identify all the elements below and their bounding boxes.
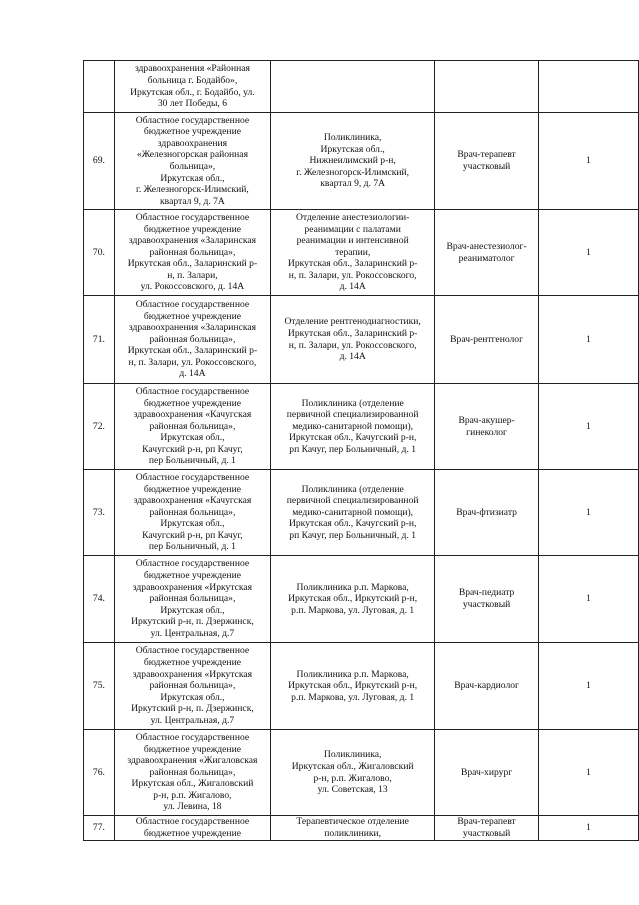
position-cell: Врач-педиатр участковый xyxy=(435,556,539,643)
institution-cell: Областное государственное бюджетное учреждение здравоохранения «Железногорская районная больница», Иркутская обл., г. Железногорск-Илимский, квартал 9, д. 7А xyxy=(114,113,270,210)
position-cell: Врач-рентгенолог xyxy=(435,296,539,384)
unit-cell: Поликлиника (отделение первичной специализированной медико-санитарной помощи), Иркутская обл., Качугский р-н, рп Качуг, пер Больничный, д. 1 xyxy=(271,470,435,556)
institution-cell: Областное государственное бюджетное учреждение здравоохранения «Жигаловская районная больница», Иркутская обл., Жигаловский р-н, р.п. Жигалово, ул. Левина, 18 xyxy=(114,730,270,816)
position-cell: Врач-хирург xyxy=(435,730,539,816)
row-number: 73. xyxy=(84,470,115,556)
institution-cell: Областное государственное бюджетное учреждение здравоохранения «Иркутская районная больница», Иркутская обл., Иркутский р-н, п. Дзержинск, ул. Центральная, д.7 xyxy=(114,643,270,730)
table-row xyxy=(84,210,639,296)
row-number xyxy=(84,61,115,113)
institution-cell: Областное государственное бюджетное учреждение здравоохранения «Качугская районная больница», Иркутская обл., Качугский р-н, рп Качуг, пер Больничный, д. 1 xyxy=(114,384,270,470)
count-cell: 1 xyxy=(538,384,638,470)
position-cell: Врач-акушер- гинеколог xyxy=(435,384,539,470)
unit-cell: Поликлиника (отделение первичной специализированной медико-санитарной помощи), Иркутская обл., Качугский р-н, рп Качуг, пер Больничный, д. 1 xyxy=(271,384,435,470)
table-row xyxy=(84,730,639,816)
unit-cell: Поликлиника, Иркутская обл., Нижнеилимский р-н, г. Железногорск-Илимский, квартал 9, д. 7А xyxy=(271,113,435,210)
position-cell xyxy=(435,61,539,113)
institution-cell: Областное государственное бюджетное учреждение здравоохранения «Заларинская районная больница», Иркутская обл., Заларинский р- н, п. Залари, ул. Рокоссовского, д. 14А xyxy=(114,210,270,296)
unit-cell: Отделение рентгенодиагностики, Иркутская обл., Заларинский р- н, п. Залари, ул. Рокоссовского, д. 14А xyxy=(271,296,435,384)
row-number: 76. xyxy=(84,730,115,816)
count-cell: 1 xyxy=(538,556,638,643)
row-number: 71. xyxy=(84,296,115,384)
count-cell: 1 xyxy=(538,730,638,816)
count-cell xyxy=(538,61,638,113)
unit-cell: Отделение анестезиологии- реанимации с палатами реанимации и интенсивной терапии, Иркутская обл., Заларинский р- н, п. Залари, ул. Рокоссовского, д. 14А xyxy=(271,210,435,296)
count-cell: 1 xyxy=(538,113,638,210)
table-row xyxy=(84,384,639,470)
row-number: 72. xyxy=(84,384,115,470)
count-cell: 1 xyxy=(538,210,638,296)
unit-cell: Терапевтическое отделение поликлиники, xyxy=(271,816,435,841)
institution-cell: Областное государственное бюджетное учреждение здравоохранения «Иркутская районная больница», Иркутская обл., Иркутский р-н, п. Дзержинск, ул. Центральная, д.7 xyxy=(114,556,270,643)
vacancy-table xyxy=(83,60,639,841)
unit-cell: Поликлиника р.п. Маркова, Иркутская обл., Иркутский р-н, р.п. Маркова, ул. Луговая, д. 1 xyxy=(271,643,435,730)
count-cell: 1 xyxy=(538,816,638,841)
table-row xyxy=(84,296,639,384)
table-row-continuation xyxy=(84,61,639,113)
row-number: 74. xyxy=(84,556,115,643)
row-number: 69. xyxy=(84,113,115,210)
institution-cell: Областное государственное бюджетное учреждение здравоохранения «Качугская районная больница», Иркутская обл., Качугский р-н, рп Качуг, пер Больничный, д. 1 xyxy=(114,470,270,556)
table-row xyxy=(84,556,639,643)
count-cell: 1 xyxy=(538,643,638,730)
unit-cell: Поликлиника, Иркутская обл., Жигаловский р-н, р.п. Жигалово, ул. Советская, 13 xyxy=(271,730,435,816)
count-cell: 1 xyxy=(538,470,638,556)
institution-cell: Областное государственное бюджетное учреждение xyxy=(114,816,270,841)
institution-cell: Областное государственное бюджетное учреждение здравоохранения «Заларинская районная больница», Иркутская обл., Заларинский р- н, п. Залари, ул. Рокоссовского, д. 14А xyxy=(114,296,270,384)
position-cell: Врач-терапевт участковый xyxy=(435,113,539,210)
count-cell: 1 xyxy=(538,296,638,384)
row-number: 70. xyxy=(84,210,115,296)
position-cell: Врач-анестезиолог- реаниматолог xyxy=(435,210,539,296)
row-number: 75. xyxy=(84,643,115,730)
row-number: 77. xyxy=(84,816,115,841)
position-cell: Врач-кардиолог xyxy=(435,643,539,730)
position-cell: Врач-терапевт участковый xyxy=(435,816,539,841)
table-row xyxy=(84,816,639,841)
position-cell: Врач-фтизиатр xyxy=(435,470,539,556)
table-row xyxy=(84,643,639,730)
unit-cell xyxy=(271,61,435,113)
table-row xyxy=(84,470,639,556)
table-row xyxy=(84,113,639,210)
unit-cell: Поликлиника р.п. Маркова, Иркутская обл., Иркутский р-н, р.п. Маркова, ул. Луговая, д. 1 xyxy=(271,556,435,643)
institution-cell: здравоохранения «Районная больница г. Бодайбо», Иркутская обл., г. Бодайбо, ул. 30 лет Победы, 6 xyxy=(114,61,270,113)
